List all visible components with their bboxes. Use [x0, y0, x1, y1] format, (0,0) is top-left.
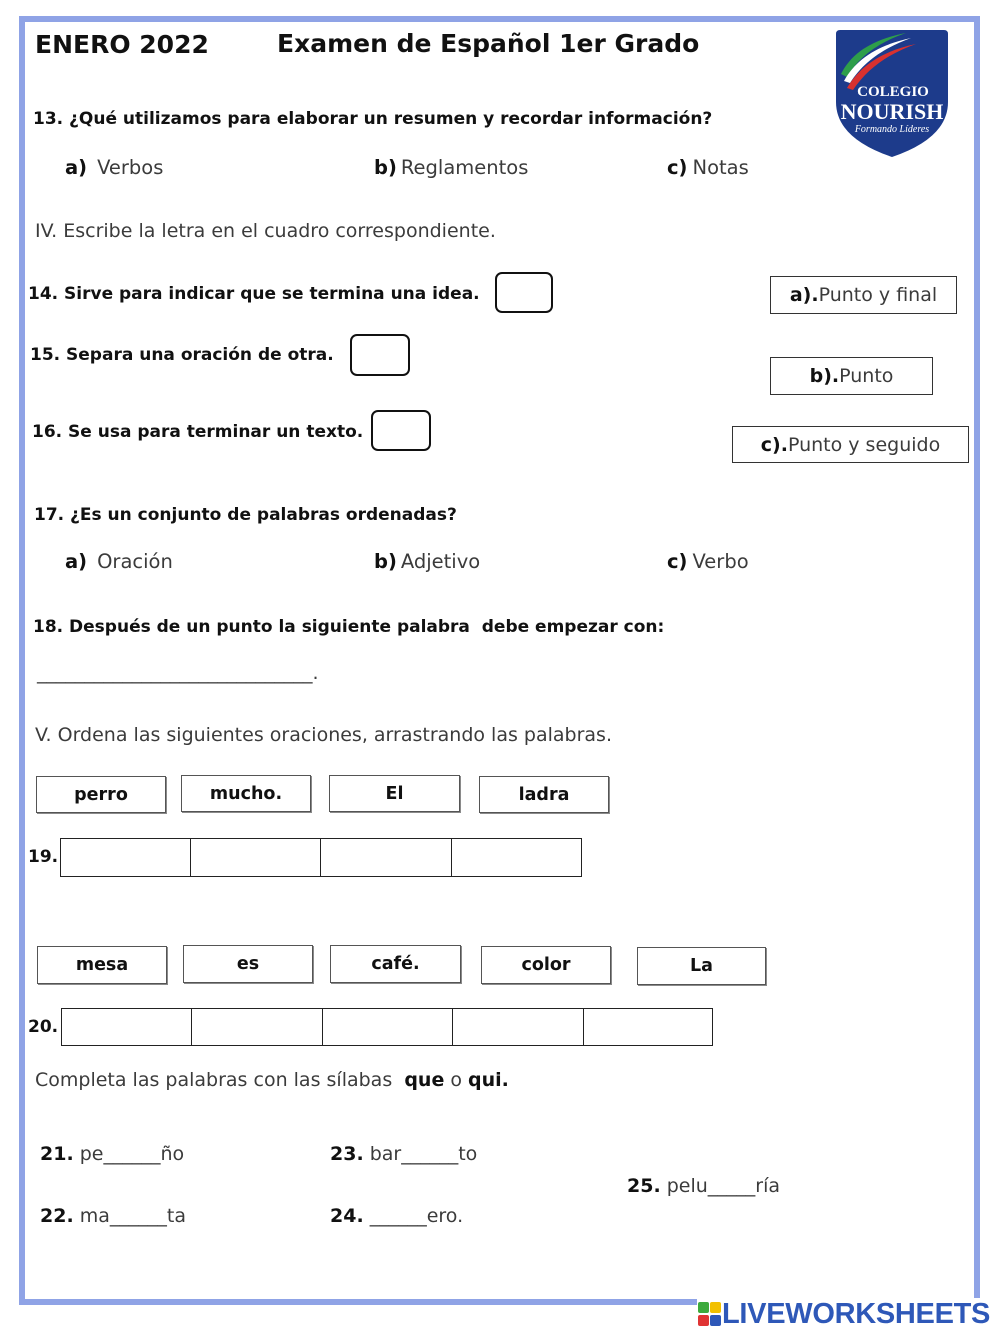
question-17: 17. ¿Es un conjunto de palabras ordenadas? — [34, 505, 457, 525]
item-suffix: ta — [166, 1205, 186, 1227]
section-iv-instruction: IV. Escribe la letra en el cuadro correspondiente. — [35, 220, 496, 242]
choice-label: b). — [809, 365, 840, 387]
item-number: 22. — [40, 1205, 74, 1227]
item-prefix: pelu — [666, 1175, 708, 1197]
choice-label: a). — [789, 284, 819, 306]
item-prefix: bar — [369, 1143, 402, 1165]
question-18: 18. Después de un punto la siguiente palabra debe empezar con: — [33, 617, 665, 637]
option-label: b) — [374, 156, 397, 179]
item-suffix: ño — [160, 1143, 185, 1165]
logo-line2: NOURISH — [840, 99, 944, 124]
q13-option-c[interactable] — [667, 157, 749, 180]
item-number: 23. — [330, 1143, 364, 1165]
blank-22[interactable]: ______ — [109, 1205, 167, 1227]
item-21 — [40, 1143, 184, 1165]
logo-line1: COLEGIO — [857, 84, 929, 100]
item-suffix: ría — [755, 1175, 781, 1197]
liveworksheets-icon — [697, 1301, 722, 1327]
word-tile-ladra[interactable]: ladra — [479, 776, 609, 813]
item-number: 24. — [330, 1205, 364, 1227]
choice-text: Punto y final — [818, 284, 938, 306]
exercise-19-number: 19. — [28, 847, 59, 867]
drop-slot-19-3[interactable] — [320, 838, 453, 877]
word-tile-cafe[interactable]: café. — [330, 945, 461, 983]
choice-text: Punto — [839, 365, 894, 387]
word-tile-color[interactable]: color — [481, 946, 611, 984]
item-25 — [627, 1175, 780, 1197]
drop-slot-19-1[interactable] — [60, 838, 191, 877]
drop-slot-20-5[interactable] — [583, 1008, 713, 1046]
option-label: c) — [667, 156, 688, 179]
word-tile-perro[interactable]: perro — [36, 776, 166, 813]
blank-21[interactable]: ______ — [103, 1143, 161, 1165]
liveworksheets-wordmark: LIVEWORKSHEETS — [722, 1298, 991, 1330]
blank-23[interactable]: ______ — [401, 1143, 459, 1165]
instruction-text: Completa las palabras con las sílabas — [35, 1069, 393, 1091]
choice-b — [770, 357, 933, 395]
exam-date: ENERO 2022 — [35, 30, 209, 59]
answer-box-14[interactable] — [495, 272, 553, 313]
drop-slot-20-3[interactable] — [322, 1008, 454, 1046]
page-frame — [19, 16, 980, 1305]
answer-box-15[interactable] — [350, 334, 410, 376]
question-14: 14. Sirve para indicar que se termina una idea. — [28, 284, 480, 304]
item-number: 25. — [627, 1175, 661, 1197]
item-suffix: ero. — [426, 1205, 464, 1227]
exam-title: Examen de Español 1er Grado — [277, 29, 700, 58]
drop-slot-19-4[interactable] — [451, 838, 582, 877]
blank-25[interactable]: _____ — [707, 1175, 756, 1197]
section-v-instruction: V. Ordena las siguientes oraciones, arrastrando las palabras. — [35, 724, 612, 746]
logo-tagline: Formando Líderes — [854, 124, 930, 135]
choice-a — [770, 276, 957, 314]
question-16: 16. Se usa para terminar un texto. — [32, 422, 364, 442]
question-13: 13. ¿Qué utilizamos para elaborar un resumen y recordar información? — [33, 109, 713, 129]
word-tile-es[interactable]: es — [183, 945, 313, 983]
answer-box-16[interactable] — [371, 410, 431, 451]
option-label: a) — [65, 550, 88, 573]
item-23 — [330, 1143, 477, 1165]
choice-label: c). — [760, 433, 788, 456]
option-label: a) — [65, 156, 88, 179]
word-tile-la[interactable]: La — [637, 947, 766, 985]
option-label: c) — [667, 550, 688, 573]
item-number: 21. — [40, 1143, 74, 1165]
answer-blank-18[interactable]: _____________________________. — [37, 662, 319, 684]
fill-in-instruction — [35, 1069, 509, 1091]
option-text: Verbo — [692, 550, 749, 573]
choice-text: Punto y seguido — [787, 433, 941, 456]
drop-slot-19-2[interactable] — [190, 838, 322, 877]
exercise-20-number: 20. — [28, 1017, 59, 1037]
option-text: Notas — [692, 156, 749, 179]
syllable-qui: qui. — [468, 1069, 509, 1091]
item-suffix: to — [458, 1143, 478, 1165]
school-logo — [836, 30, 948, 157]
instruction-connector: o — [450, 1069, 462, 1091]
syllable-que: que — [404, 1069, 445, 1091]
liveworksheets-logo[interactable] — [697, 1298, 992, 1330]
option-text: Adjetivo — [400, 550, 481, 573]
option-label: b) — [374, 550, 397, 573]
q13-option-b[interactable] — [374, 157, 528, 180]
blank-24[interactable]: ______ — [369, 1205, 427, 1227]
word-tile-mesa[interactable]: mesa — [37, 946, 167, 984]
question-15: 15. Separa una oración de otra. — [30, 345, 334, 365]
q17-option-b[interactable] — [374, 551, 480, 574]
q17-option-a[interactable] — [65, 551, 173, 574]
q17-option-c[interactable] — [667, 551, 749, 574]
item-prefix: pe — [79, 1143, 104, 1165]
word-tile-mucho[interactable]: mucho. — [181, 775, 311, 812]
word-tile-el[interactable]: El — [329, 775, 460, 812]
choice-c — [732, 426, 969, 463]
item-22 — [40, 1205, 186, 1227]
item-prefix: ma — [79, 1205, 110, 1227]
option-text: Reglamentos — [400, 156, 529, 179]
q13-option-a[interactable] — [65, 157, 163, 180]
drop-slot-20-1[interactable] — [61, 1008, 192, 1046]
item-24 — [330, 1205, 463, 1227]
option-text: Oración — [97, 550, 173, 573]
drop-slot-20-4[interactable] — [452, 1008, 585, 1046]
drop-slot-20-2[interactable] — [191, 1008, 324, 1046]
option-text: Verbos — [97, 156, 164, 179]
